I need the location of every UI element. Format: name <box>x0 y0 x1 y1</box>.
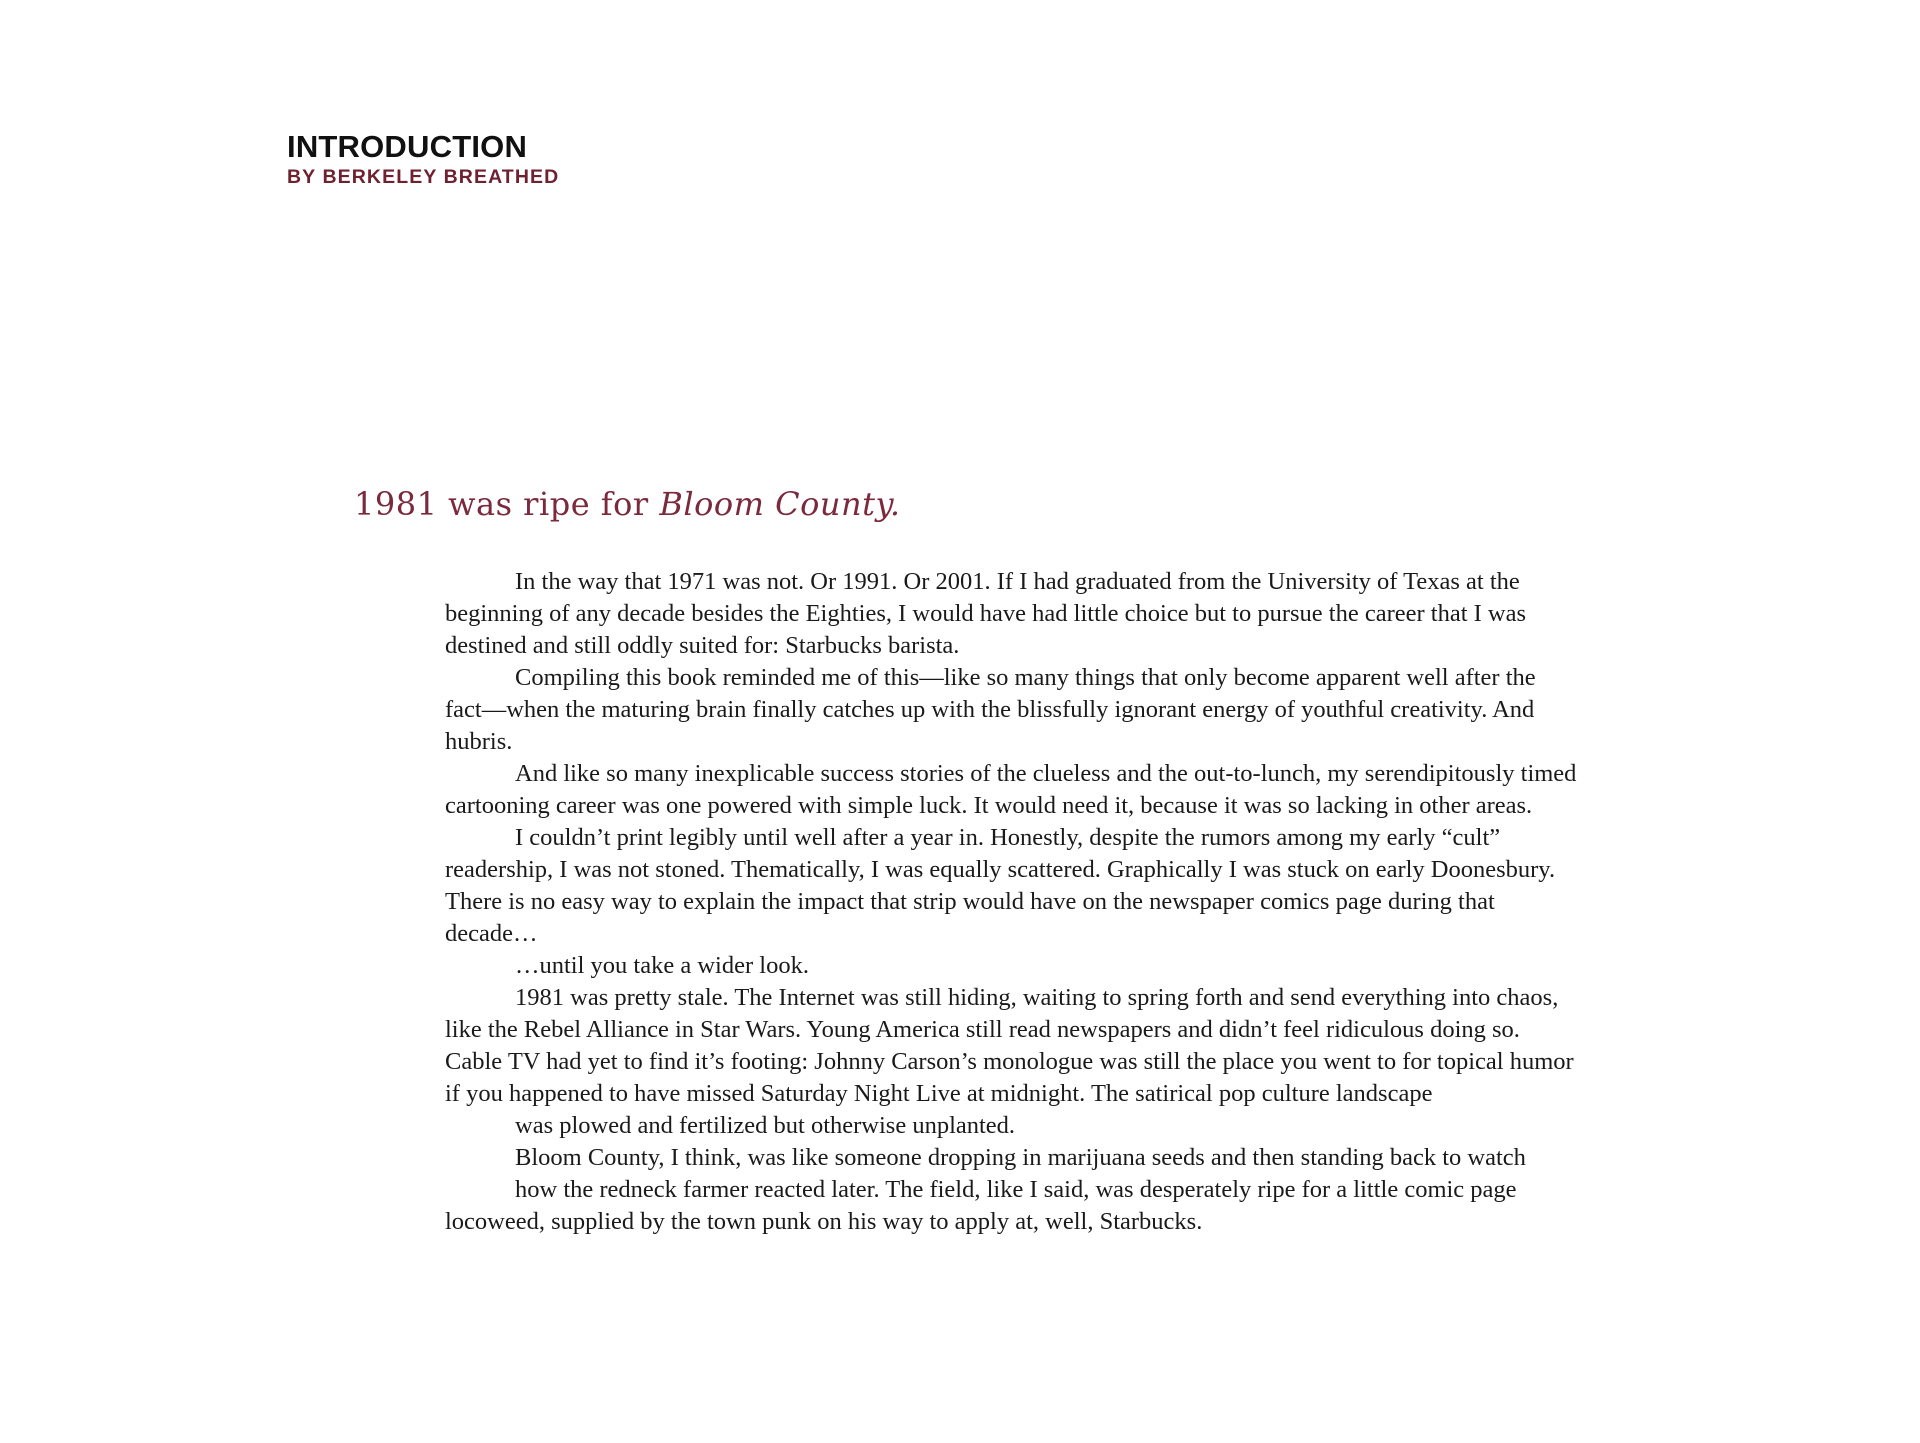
body-line: hubris. <box>445 728 513 755</box>
headline-italic-title: Bloom County. <box>659 485 901 523</box>
section-headline <box>354 484 901 524</box>
body-line: if you happened to have missed Saturday Night Live at midnight. The satirical pop culture landscape <box>445 1080 1433 1107</box>
body-line: …until you take a wider look. <box>515 952 809 979</box>
body-line: 1981 was pretty stale. The Internet was still hiding, waiting to spring forth and send everything into chaos, <box>515 984 1559 1011</box>
body-line: readership, I was not stoned. Thematically, I was equally scattered. Graphically I was stuck on early Doonesbury. <box>445 856 1556 883</box>
body-line: was plowed and fertilized but otherwise unplanted. <box>515 1112 1016 1139</box>
body-line: Bloom County, I think, was like someone dropping in marijuana seeds and then standing back to watch <box>515 1144 1526 1171</box>
headline-text: 1981 was ripe for <box>354 485 660 523</box>
intro-header <box>287 130 559 189</box>
body-line: like the Rebel Alliance in Star Wars. Young America still read newspapers and didn’t feel ridiculous doing so. <box>445 1016 1520 1043</box>
body-line: Cable TV had yet to find it’s footing: Johnny Carson’s monologue was still the place you went to for topical humor <box>445 1048 1574 1075</box>
body-line: how the redneck farmer reacted later. The field, like I said, was desperately ripe for a little comic page <box>515 1176 1517 1203</box>
body-line: cartooning career was one powered with simple luck. It would need it, because it was so lacking in other areas. <box>445 792 1533 819</box>
body-line: locoweed, supplied by the town punk on his way to apply at, well, Starbucks. <box>445 1208 1203 1235</box>
author-byline: BY BERKELEY BREATHED <box>287 166 560 188</box>
body-line: I couldn’t print legibly until well after a year in. Honestly, despite the rumors among my early “cult” <box>515 824 1501 851</box>
body-line: There is no easy way to explain the impact that strip would have on the newspaper comics page during that <box>445 888 1495 915</box>
body-line: In the way that 1971 was not. Or 1991. Or 2001. If I had graduated from the University of Texas at the <box>515 568 1520 595</box>
body-line: fact—when the maturing brain finally catches up with the blissfully ignorant energy of youthful creativity. And <box>445 696 1535 723</box>
body-line: destined and still oddly suited for: Starbucks barista. <box>445 632 960 659</box>
body-text <box>445 566 1685 1238</box>
body-line: decade… <box>445 920 538 947</box>
page-title: INTRODUCTION <box>287 129 528 164</box>
body-line: beginning of any decade besides the Eighties, I would have had little choice but to pursue the career that I was <box>445 600 1527 627</box>
body-line: And like so many inexplicable success stories of the clueless and the out-to-lunch, my serendipitously timed <box>515 760 1577 787</box>
body-line: Compiling this book reminded me of this—like so many things that only become apparent well after the <box>515 664 1536 691</box>
